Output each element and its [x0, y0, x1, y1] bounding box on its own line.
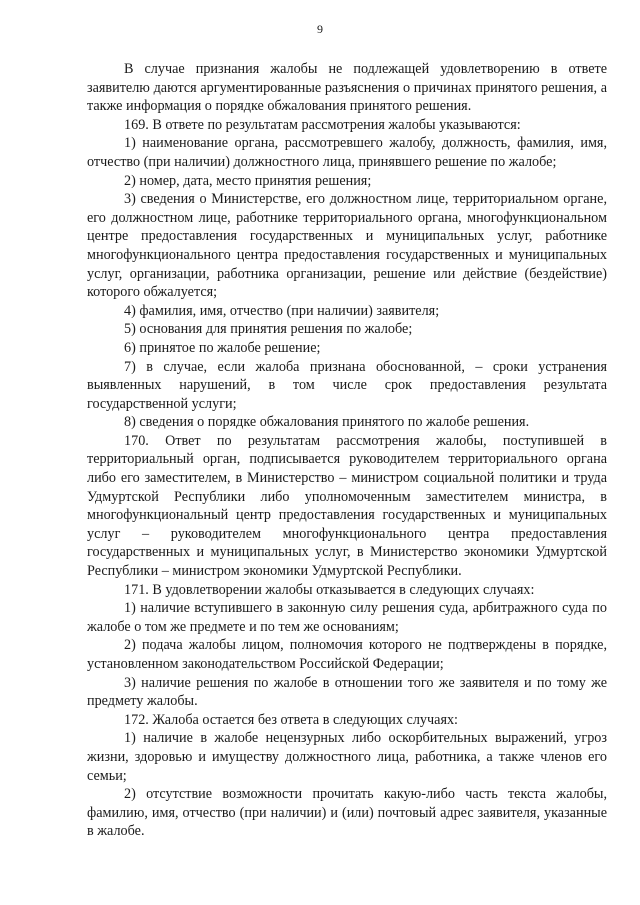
- paragraph-169-item-4: 4) фамилия, имя, отчество (при наличии) заявителя;: [124, 302, 440, 319]
- paragraph-169-item-3: 3) сведения о Министерстве, его должностном лице, территориальном органе, его должностном лице, работнике территориального органа, многофункциональном центре предоставления государственных и муниципальных услуг, работнике многофункционального центра предоставления государственных и муниципальных услуг, организации, работника организации, решение или действие (бездействие) которого обжалуется;: [87, 191, 607, 301]
- paragraph-169-item-7: 7) в случае, если жалоба признана обоснованной, – сроки устранения выявленных нарушений, в том числе срок предоставления результата государственной услуги;: [87, 358, 607, 412]
- paragraph-172-item-2: 2) отсутствие возможности прочитать какую-либо часть текста жалобы, фамилию, имя, отчество (при наличии) и (или) почтовый адрес заявителя, указанные в жалобе.: [87, 786, 607, 840]
- paragraph-169-item-1: 1) наименование органа, рассмотревшего жалобу, должность, фамилия, имя, отчество (при наличии) должностного лица, принявшего решение по жалобе;: [87, 135, 607, 170]
- paragraph-169-item-2: 2) номер, дата, место принятия решения;: [124, 172, 372, 189]
- document-body: [87, 60, 607, 841]
- paragraph-169-item-5: 5) основания для принятия решения по жалобе;: [124, 321, 413, 338]
- page-number: 9: [317, 22, 323, 36]
- paragraph-169-heading: 169. В ответе по результатам рассмотрения жалобы указываются:: [124, 116, 521, 133]
- paragraph-171-item-3: 3) наличие решения по жалобе в отношении того же заявителя и по тому же предмету жалобы.: [87, 674, 607, 710]
- paragraph-169-item-6: 6) принятое по жалобе решение;: [124, 339, 321, 356]
- paragraph-172-heading: 172. Жалоба остается без ответа в следующих случаях:: [124, 711, 459, 728]
- paragraph-171-item-2: 2) подача жалобы лицом, полномочия которого не подтверждены в порядке, установленном законодательством Российской Федерации;: [87, 637, 607, 672]
- paragraph-172-item-1: 1) наличие в жалобе нецензурных либо оскорбительных выражений, угроз жизни, здоровью и имуществу должностного лица, работника, а также членов его семьи;: [87, 730, 607, 784]
- paragraph-171-heading: 171. В удовлетворении жалобы отказывается в следующих случаях:: [124, 581, 535, 598]
- paragraph-169-item-8: 8) сведения о порядке обжалования принятого по жалобе решения.: [124, 414, 530, 431]
- paragraph-refusal-explanation: В случае признания жалобы не подлежащей удовлетворению в ответе заявителю даются аргументированные разъяснения о причинах принятого решения, а также информация о порядке обжалования принятого решения.: [87, 61, 607, 115]
- paragraph-170: 170. Ответ по результатам рассмотрения жалобы, поступившей в территориальный орган, подписывается руководителем территориального органа либо его заместителем, в Министерство – министром социальной политики и труда Удмуртской Республики либо уполномоченным заместителем министра, в многофункциональный центр предоставления государственных и муниципальных услуг – руководителем многофункционального центра предоставления государственных и муниципальных услуг, в Министерство экономики Удмуртской Республики – министром экономики Удмуртской Республики.: [87, 432, 607, 580]
- paragraph-171-item-1: 1) наличие вступившего в законную силу решения суда, арбитражного суда по жалобе о том же предмете и по тем же основаниям;: [87, 600, 607, 635]
